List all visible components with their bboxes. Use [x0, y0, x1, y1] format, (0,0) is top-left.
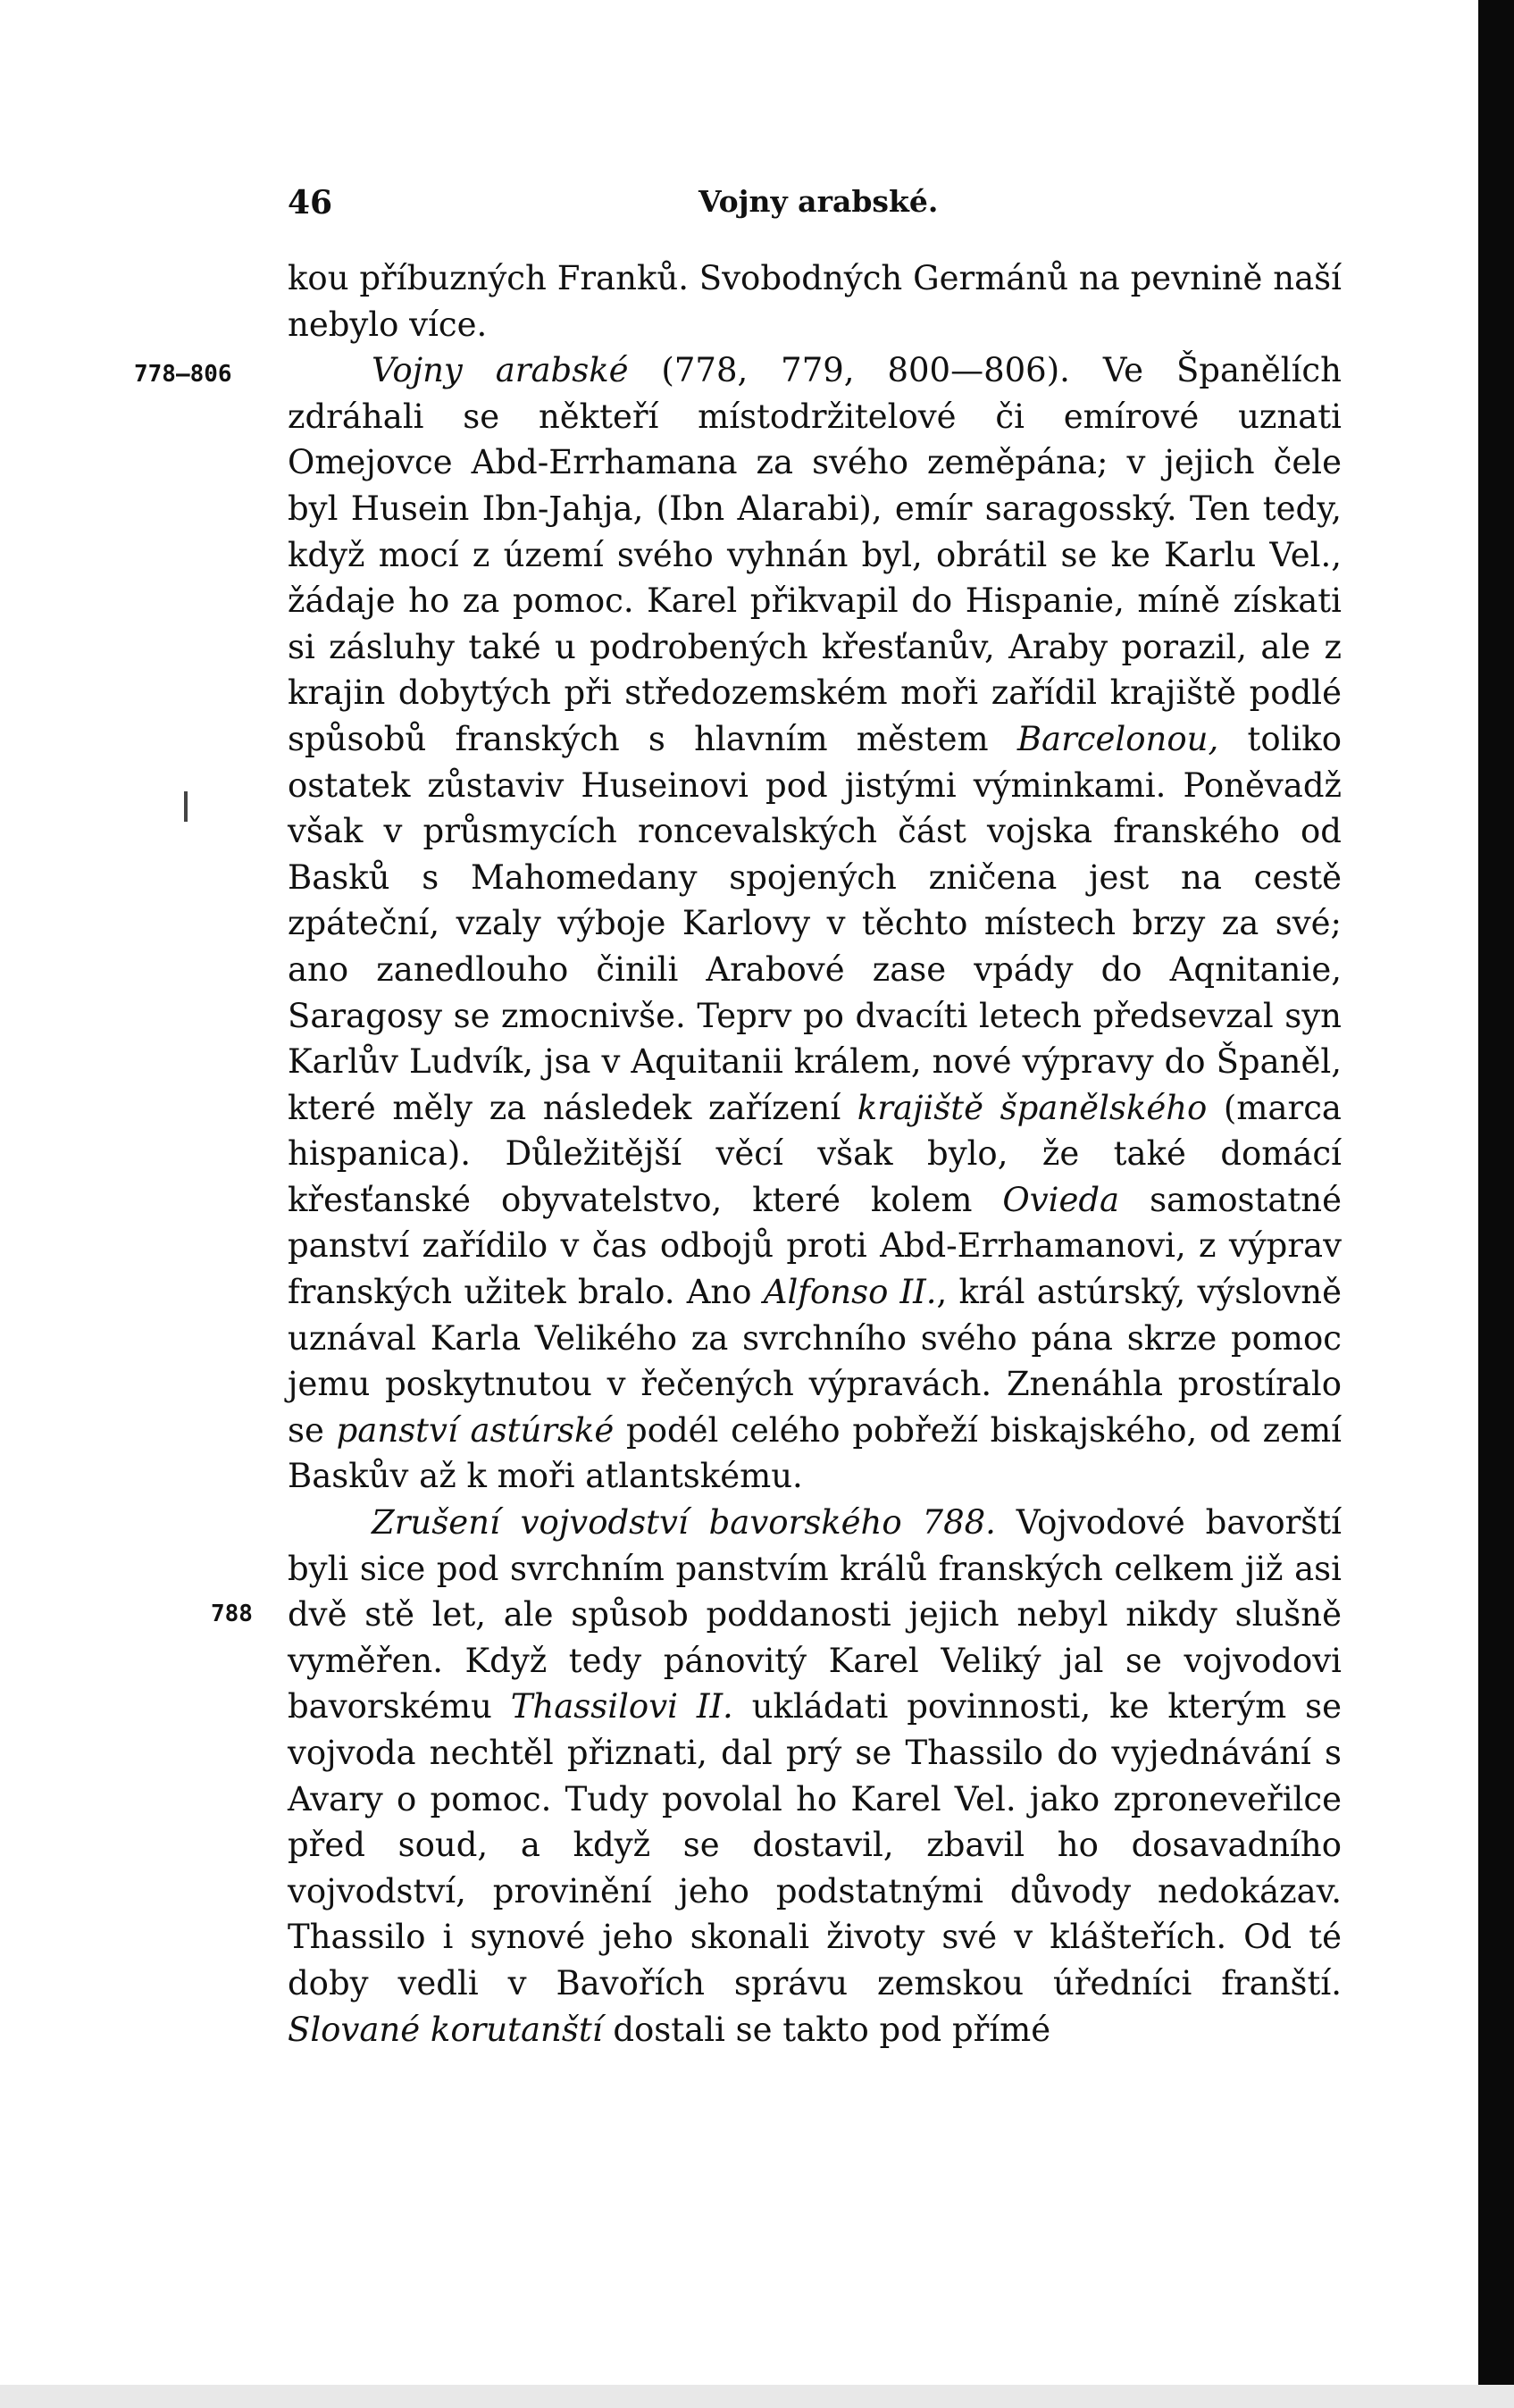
paragraph-2: Vojny arabské (778, 779, 800—806). Ve Španělích zdráhali se někteří místodržitelové či emírové uznati Omejovce Abd-Errhamana za svého zeměpána; v jejich čele byl Husein Ibn-Jahja, (Ibn Alarabi), emír saragosský. Ten tedy, když mocí z území svého vyhnán byl, obrátil se ke Karlu Vel., žádaje ho za pomoc. Karel přikvapil do Hispanie, míně získati si zásluhy také u podrobených křesťanův, Araby porazil, ale z krajin dobytých při středozemském moři zařídil krajiště podlé spůsobů franských s hlavním městem Barcelonou, toliko ostatek zůstaviv Huseinovi pod jistými výminkami. Poněvadž však v průsmycích roncevalských část vojska franského od Basků s Mahomedany spojených zničena jest na cestě zpáteční, vzaly výboje Karlovy v těchto místech brzy za své; ano zanedlouho činili Arabové zase vpády do Aqnitanie, Saragosy se zmocnivše. Teprv po dvacíti letech předsevzal syn Karlův Ludvík, jsa v Aquitanii králem, nové výpravy do Španěl, které měly za následek zařízení krajiště španělského (marca hispanica). Důležitější věcí však bylo, že také domácí křesťanské obyvatelstvo, které kolem Ovieda samostatné panství zařídilo v čas odbojů proti Abd-Errhamanovi, z výprav franských užitek bralo. Ano Alfonso II., král astúrský, výslovně uznával Karla Velikého za svrchního svého pána skrze pomoc jemu poskytnutou v řečených výpravách. Znenáhla prostíralo se panství astúrské podél celého pobřeží biskajského, od zemí Baskův až k moři atlantskému.	[288, 351, 1343, 1496]
paragraph-3: Zrušení vojvodství bavorského 788. Vojvodové bavorští byli sice pod svrchním panstvím králů franských celkem již asi dvě stě let, ale spůsob poddanosti jejich nebyl nikdy slušně vyměřen. Když tedy pánovitý Karel Veliký jal se vojvodovi bavorskému Thassilovi II. ukládati povinnosti, ke kterým se vojvoda nechtěl přiznati, dal prý se Thassilo do vyjednávání s Avary o pomoc. Tudy povolal ho Karel Vel. jako zproneveřilce před soud, a když se dostavil, zbavil ho dosavadního vojvodství, provinění jeho podstatnými důvody nedokázav. Thassilo i synové jeho skonali životy své v klášteřích. Od té doby vedli v Bavořích správu zemskou úředníci franští. Slované korutanští dostali se takto pod přímé	[288, 1503, 1342, 2049]
margin-note-dates: 778—806	[134, 361, 232, 388]
page-body	[288, 255, 1342, 2053]
scan-edge-bottom	[0, 2385, 1514, 2408]
section-title-arab-wars: Vojny arabské	[372, 351, 629, 390]
running-title: Vojny arabské.	[698, 184, 939, 219]
section-title-bavaria: Zrušení vojvodství bavorského	[372, 1503, 902, 1543]
paragraph-1: kou příbuzných Franků. Svobodných Germánů na pevnině naší nebylo více.	[288, 259, 1342, 344]
page-number: 46	[288, 184, 333, 222]
page-header	[288, 179, 1359, 232]
scan-edge-right	[1478, 0, 1514, 2408]
margin-mark	[184, 791, 188, 822]
margin-note-year: 788	[211, 1601, 253, 1627]
